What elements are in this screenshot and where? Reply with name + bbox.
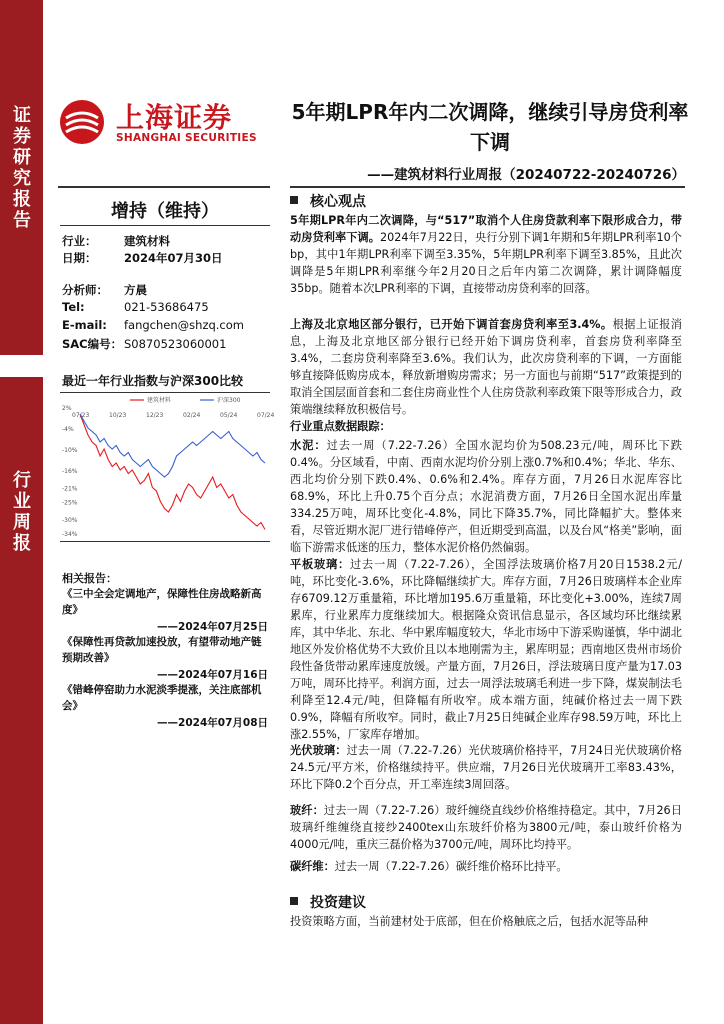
logo-mark-icon bbox=[58, 98, 106, 146]
paragraph-investment: 投资策略方面，当前建材处于底部，但在价格触底之后，包括水泥等品种 bbox=[290, 915, 649, 928]
series-line bbox=[80, 414, 265, 530]
y-tick-label: -4% bbox=[62, 426, 74, 433]
pv-glass-label: 光伏玻璃： bbox=[290, 744, 347, 757]
glass-label: 平板玻璃： bbox=[290, 558, 351, 571]
glass-body: 过去一周（7.22-7.26），全国浮法玻璃价格7月20日1538.2元/吨，环比变化-3.6%，环比降幅继续扩大。库存方面，7月26日玻璃样本企业库存6709.12万重量箱，环比增加195.6万重量箱，环比变化+3.00%，连续7周累库，行业累库力度继续加大。根据隆众资讯信息显示，各区域均环比继续累库，其中华北、东北、华中累库幅度较大，华北市场中下游采购谨慎，华中湖北地区外发价格优势不大致价且以本地刚需为主，累库明显；西南地区贵州市场价段性备货带动累库速度放缓。产量方面，7月26日，浮法玻璃日度产量为17.03万吨，周环比持平。利润方面，过去一周浮法玻璃毛利进一步下降，煤炭制法毛利降至12.4元/吨，但降幅有所收窄。成本端方面，纯碱价格过去一周下跌0.9%，降幅有所收窄。同时，截止7月25日纯碱企业库存98.59万吨，环比上涨2.55%，厂家库存增加。 bbox=[290, 558, 682, 741]
report-subtitle: ——建筑材料行业周报（20240722-20240726） bbox=[367, 167, 685, 183]
glass-fiber-body: 过去一周（7.22-7.26）玻纤缠绕直线纱价格维持稳定。其中，7月26日玻璃纤维缠绕直接纱2400tex山东玻纤价格为3800元/吨，泰山玻纤价格为4000元/吨，重庆三磊价格为3700元/吨，周环比均持平。 bbox=[290, 804, 682, 851]
rating: 增持（维持） bbox=[111, 201, 219, 222]
y-tick-label: -10% bbox=[62, 447, 78, 454]
industry-label: 行业： bbox=[62, 234, 97, 248]
company-logo bbox=[58, 96, 258, 150]
sidebar bbox=[0, 0, 43, 1024]
industry-row bbox=[62, 233, 170, 249]
related-report-3-title[interactable]: 《错峰停窑助力水泥淡季提涨，关注底部机会》 bbox=[62, 684, 262, 712]
legend-label: 建筑材料 bbox=[147, 397, 172, 404]
sidebar-gap bbox=[0, 355, 43, 377]
sidebar-bottom-band bbox=[0, 375, 43, 1024]
related-report-3-date: ——2024年07月08日 bbox=[157, 717, 268, 729]
paragraph-lpr-lead: 5年期LPR年内二次调降，与“517”取消个人住房贷款利率下限形成合力，带动房贷利率下调。 bbox=[290, 214, 682, 244]
x-tick-label: 07/24 bbox=[257, 412, 275, 419]
x-tick-label: 12/23 bbox=[146, 412, 164, 419]
email-row bbox=[62, 318, 244, 332]
logo-name-zh: 上海证券 bbox=[116, 101, 233, 134]
carbon-fiber-body: 过去一周（7.22-7.26）碳纤维价格环比持平。 bbox=[334, 860, 568, 873]
y-tick-label: -25% bbox=[62, 499, 78, 507]
paragraph-glass-fiber bbox=[290, 802, 682, 853]
rating-rule bbox=[60, 225, 270, 226]
core-view-heading bbox=[290, 191, 366, 211]
date-row bbox=[62, 250, 223, 266]
tel-value: 021-53686475 bbox=[124, 300, 209, 314]
paragraph-mortgage-lead: 上海及北京地区部分银行，已开始下调首套房贷利率至3.4%。 bbox=[290, 318, 613, 331]
date-value: 2024年07月30日 bbox=[124, 251, 223, 265]
sac-row bbox=[62, 336, 226, 352]
paragraph-lpr bbox=[290, 212, 682, 297]
pv-glass-body: 过去一周（7.22-7.26）光伏玻璃价格持平，7月24日光伏玻璃价格24.5元/平方米，价格继续持平。供应端，7月26日光伏玻璃开工率83.43%，环比下降0.2个百分点，开工率连续3周回落。 bbox=[290, 744, 682, 791]
left-header-rule bbox=[58, 186, 270, 188]
glass-fiber-label: 玻纤： bbox=[290, 804, 324, 817]
series-line bbox=[80, 414, 265, 477]
right-header-rule bbox=[290, 186, 685, 188]
section-bullet-icon bbox=[290, 196, 298, 204]
x-tick-label: 07/23 bbox=[72, 412, 90, 419]
legend-label: 沪深300 bbox=[217, 397, 241, 404]
section-bullet-icon bbox=[290, 897, 298, 905]
investment-heading-text: 投资建议 bbox=[310, 895, 366, 911]
paragraph-lpr-body: 2024年7月22日，央行分别下调1年期和5年期LPR利率10个bp，其中1年期LPR利率下调至3.35%，5年期LPR利率下调至3.85%，且此次调降是5年期LPR利率继今年2月20日之后年内第二次调降，累计调降幅度35bp。随着本次LPR利率的下调，直接带动房贷利率的回落。 bbox=[290, 231, 682, 295]
sidebar-top-band bbox=[0, 0, 43, 375]
email-label: E-mail: bbox=[62, 318, 107, 332]
paragraph-mortgage-body: 根据上证报消息，上海及北京地区部分银行已经开始下调房贷利率，首套房贷利率降至3.4%，二套房贷利率降至3.6%。我们认为，此次房贷利率的下调，一方面能够直接降低购房成本，释放新增购房需求；另一方面也与前期“517”政策提到的取消全国层面首套和二套住房商业性个人住房贷款利率政策下限等形成合力，政策端继续释放积极信号。 bbox=[290, 318, 682, 416]
cement-label: 水泥： bbox=[290, 439, 327, 452]
paragraph-cement bbox=[290, 437, 682, 556]
chart-svg bbox=[60, 393, 275, 539]
analyst-row bbox=[62, 282, 147, 298]
date-label: 日期： bbox=[62, 251, 97, 265]
related-report-2-title[interactable]: 《保障性再贷款加速投放，有望带动地产链预期改善》 bbox=[62, 636, 262, 664]
sac-label: SAC编号： bbox=[62, 337, 123, 351]
y-tick-label: 2% bbox=[62, 405, 72, 412]
report-category-label: 行业周报 bbox=[13, 470, 31, 554]
y-tick-label: -21% bbox=[62, 485, 78, 493]
report-type-label: 证券研究报告 bbox=[13, 105, 31, 231]
carbon-fiber-label: 碳纤维： bbox=[290, 860, 335, 873]
email-value: fangchen@shzq.com bbox=[124, 318, 244, 332]
sac-value: S0870523060001 bbox=[124, 337, 227, 351]
chart-title: 最近一年行业指数与沪深300比较 bbox=[62, 374, 244, 388]
x-tick-label: 10/23 bbox=[109, 412, 127, 419]
x-tick-label: 02/24 bbox=[183, 412, 201, 419]
y-tick-label: -16% bbox=[62, 468, 78, 475]
data-tracking-heading: 行业重点数据跟踪： bbox=[290, 420, 391, 433]
industry-value: 建筑材料 bbox=[124, 234, 170, 248]
related-report-1-title[interactable]: 《三中全会定调地产，保障性住房战略新高度》 bbox=[62, 588, 262, 616]
tel-row bbox=[62, 300, 209, 314]
tel-label: Tel: bbox=[62, 300, 85, 314]
cement-body: 过去一周（7.22-7.26）全国水泥均价为508.23元/吨，周环比下跌0.4%。分区域看，中南、西南水泥均价分别上涨0.7%和0.4%；华北、华东、西北均价分别下跌0.4%、0.6%和2.4%。库存方面，7月26日水泥库容比68.9%，环比上升0.75个百分点；水泥消费方面，7月26日全国水泥出库量334.25万吨，周环比变化-4.8%，同比下降35.7%，同比降幅扩大。整体来看，尽管近期水泥厂进行错峰停产，但近期受到高温，以及台风“格美”影响，面临下游需求低迷的压力，整体水泥价格仍然偏弱。 bbox=[290, 439, 682, 554]
y-tick-label: -34% bbox=[62, 531, 78, 538]
related-report-2-date: ——2024年07月16日 bbox=[157, 669, 268, 681]
core-view-heading-text: 核心观点 bbox=[310, 194, 366, 210]
x-tick-label: 05/24 bbox=[220, 412, 238, 419]
report-title: 5年期LPR年内二次调降，继续引导房贷利率下调 bbox=[291, 100, 689, 154]
investment-heading bbox=[290, 892, 366, 912]
paragraph-carbon-fiber bbox=[290, 858, 682, 875]
related-report-1-date: ——2024年07月25日 bbox=[157, 621, 268, 633]
analyst-value: 方晨 bbox=[124, 283, 147, 297]
logo-name-en: SHANGHAI SECURITIES bbox=[116, 132, 257, 144]
y-tick-label: -30% bbox=[62, 517, 78, 524]
related-reports-title: 相关报告： bbox=[62, 572, 117, 585]
index-comparison-chart bbox=[60, 392, 275, 542]
analyst-label: 分析师： bbox=[62, 283, 108, 297]
paragraph-glass bbox=[290, 556, 682, 743]
paragraph-mortgage bbox=[290, 316, 682, 418]
paragraph-pv-glass bbox=[290, 742, 682, 793]
